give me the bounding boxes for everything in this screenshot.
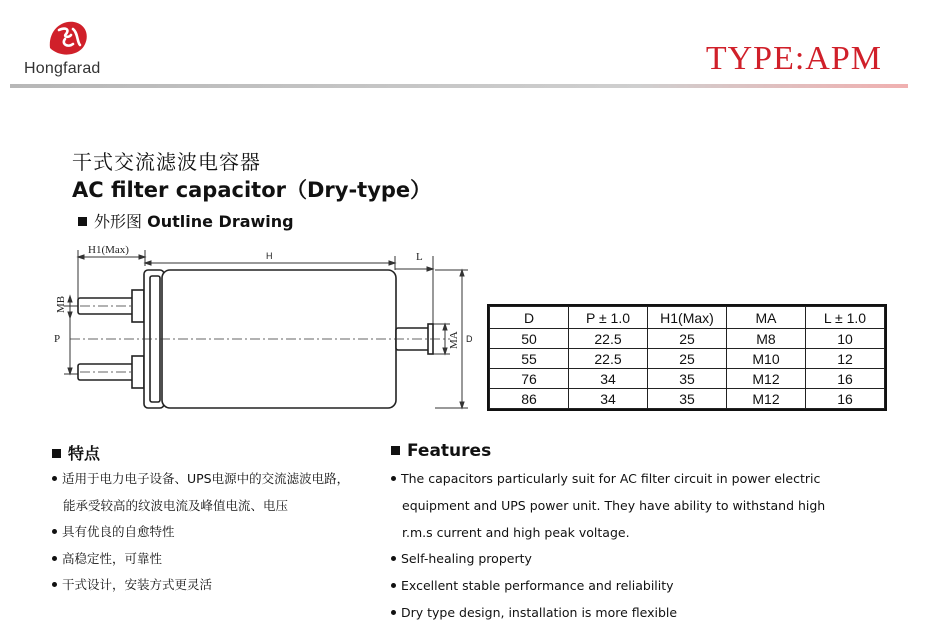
bullet-icon [391, 476, 396, 481]
outline-drawing [40, 236, 490, 416]
features-en-heading-text: Features [407, 441, 492, 461]
table-cell: M10 [727, 349, 806, 369]
list-item [52, 497, 382, 524]
table-header-cell: P ± 1.0 [569, 307, 648, 329]
list-item [391, 604, 831, 624]
table-cell: 35 [648, 369, 727, 389]
list-item [391, 524, 831, 551]
list-item [391, 577, 831, 604]
outline-heading-en: Outline Drawing [147, 212, 294, 231]
label-ma: MA [448, 331, 460, 349]
square-bullet-icon [52, 449, 61, 458]
table-cell: 76 [490, 369, 569, 389]
list-item [391, 470, 831, 497]
table-cell: 22.5 [569, 349, 648, 369]
outline-heading-cn: 外形图 [94, 212, 143, 231]
label-p: P [54, 333, 61, 345]
table-cell: 12 [806, 349, 885, 369]
bullet-icon [52, 582, 57, 587]
bullet-icon [391, 583, 396, 588]
features-en-list [391, 470, 831, 624]
table-cell: 34 [569, 369, 648, 389]
header-divider [10, 84, 908, 88]
features-en-heading [391, 441, 491, 461]
title-english: AC filter capacitor（Dry-type） [72, 178, 432, 202]
table-row [490, 329, 885, 349]
list-item [391, 497, 831, 524]
table-cell: 10 [806, 329, 885, 349]
features-cn-list [52, 470, 382, 603]
type-title: TYPE:APM [705, 40, 882, 77]
table-cell: 22.5 [569, 329, 648, 349]
label-h1: H1(Max) [88, 244, 129, 256]
page-header [0, 0, 928, 96]
list-item-text: Excellent stable performance and reliability [401, 578, 674, 594]
list-item-text: 干式设计，安装方式更灵活 [62, 577, 213, 592]
list-item [52, 470, 382, 497]
hongfarad-logo-icon [46, 18, 90, 58]
table-cell: 25 [648, 329, 727, 349]
bullet-icon [52, 476, 57, 481]
table-cell: 16 [806, 389, 885, 409]
bullet-icon [52, 556, 57, 561]
table-cell: M12 [727, 389, 806, 409]
square-bullet-icon [391, 446, 400, 455]
list-item-text: 具有优良的自愈特性 [62, 524, 175, 539]
table-cell: 35 [648, 389, 727, 409]
label-mb: MB [55, 295, 67, 313]
bullet-icon [391, 556, 396, 561]
list-item-text: 高稳定性，可靠性 [62, 550, 163, 566]
table-header-cell: D [490, 307, 569, 329]
list-item-text: The capacitors particularly suit for AC filter circuit in power electric [401, 471, 821, 486]
title-chinese: 干式交流滤波电容器 [72, 150, 261, 174]
list-item-text: Dry type design, installation is more flexible [401, 604, 678, 620]
table-cell: 34 [569, 389, 648, 409]
list-item [391, 550, 831, 577]
list-item-text: Self-healing property [401, 551, 532, 567]
list-item-text: 适用于电力电子设备、UPS电源中的交流滤波电路， [62, 471, 350, 486]
table-header-row [490, 307, 885, 329]
table-cell: 55 [490, 349, 569, 369]
table-cell: M8 [727, 329, 806, 349]
label-h: H [266, 251, 273, 261]
table-cell: 86 [490, 389, 569, 409]
table-cell: 25 [648, 349, 727, 369]
table-header-cell: H1(Max) [648, 307, 727, 329]
list-item-text: equipment and UPS power unit. They have ability to withstand high [402, 497, 826, 513]
features-cn-heading [52, 441, 100, 464]
table-row [490, 349, 885, 369]
outline-heading [78, 209, 294, 232]
table-cell: M12 [727, 369, 806, 389]
table-cell: 16 [806, 369, 885, 389]
table-header-cell: L ± 1.0 [806, 307, 885, 329]
table-row [490, 389, 885, 409]
list-item [52, 550, 382, 577]
bullet-icon [391, 610, 396, 615]
list-item [52, 523, 382, 550]
table-row [490, 369, 885, 389]
features-cn-heading-text: 特点 [68, 444, 101, 463]
list-item [52, 576, 382, 603]
brand-name: Hongfarad [24, 60, 101, 77]
square-bullet-icon [78, 217, 87, 226]
bullet-icon [52, 529, 57, 534]
table-header-cell: MA [727, 307, 806, 329]
label-l: L [416, 251, 423, 263]
list-item-text: 能承受较高的纹波电流及峰值电流、电压 [63, 497, 289, 513]
list-item-text: r.m.s current and high peak voltage. [402, 524, 630, 540]
table-cell: 50 [490, 329, 569, 349]
label-d: D [466, 334, 473, 344]
spec-table [489, 306, 885, 409]
